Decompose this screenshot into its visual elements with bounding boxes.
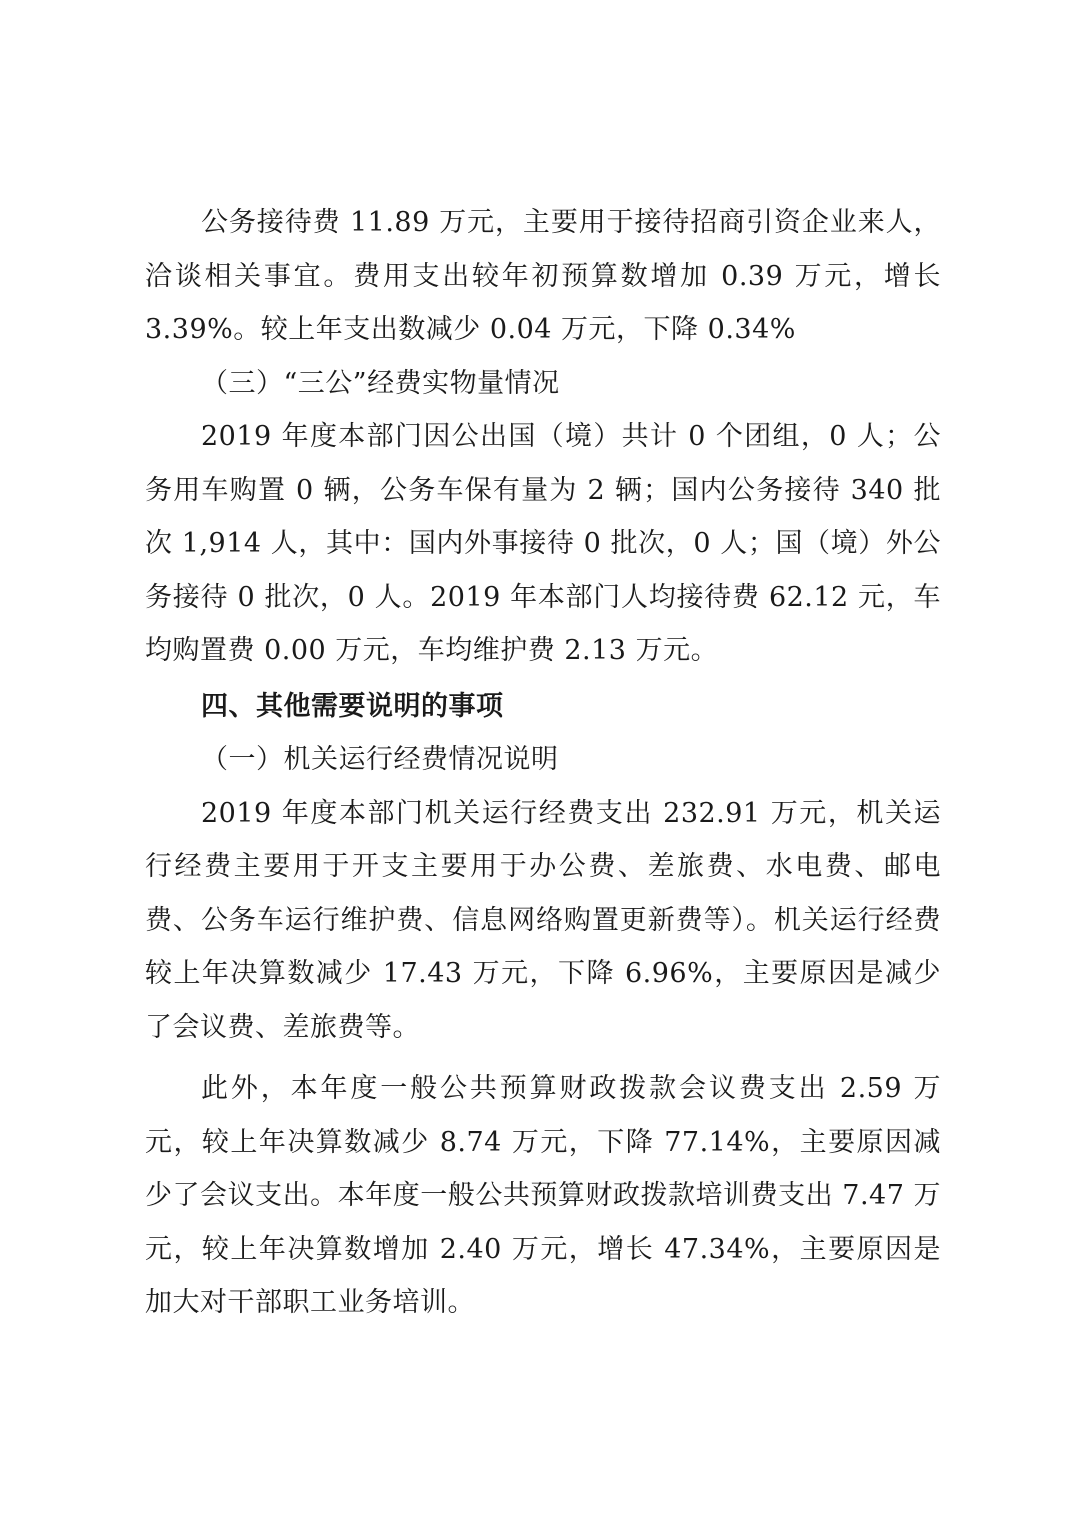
section-heading-other-matters: 四、其他需要说明的事项 xyxy=(201,690,504,722)
paragraph-meeting-training-expenses: 此外，本年度一般公共预算财政拨款会议费支出 2.59 万元，较上年决算数减少 8.74 万元，下降 77.14%，主要原因减少了会议支出。本年度一般公共预算财政拨款培训费支出 7.47 万元，较上年决算数增加 2.40 万元，增长 47.34%，主要原因是加大对干部职工业务培训。 xyxy=(145,1073,941,1318)
paragraph-operating-expenses: 2019 年度本部门机关运行经费支出 232.91 万元，机关运行经费主要用于开支主要用于办公费、差旅费、水电费、邮电费、公务车运行维护费、信息网络购置更新费等）。机关运行经费较上年决算数减少 17.43 万元，下降 6.96%，主要原因是减少了会议费、差旅费等。 xyxy=(145,797,941,1043)
document-page xyxy=(145,196,941,1330)
heading-operating-expenses: （一）机关运行经费情况说明 xyxy=(201,744,559,775)
paragraph-hospitality-expense: 公务接待费 11.89 万元，主要用于接待招商引资企业来人，洽谈相关事宜。费用支出较年初预算数增加 0.39 万元，增长 3.39%。较上年支出数减少 0.04 万元，下降 0.34% xyxy=(145,207,941,345)
heading-sangong-physical-quantity: （三）“三公”经费实物量情况 xyxy=(201,367,560,399)
spacer xyxy=(145,1054,941,1062)
paragraph-sangong-details: 2019 年度本部门因公出国（境）共计 0 个团组，0 人；公务用车购置 0 辆，公务车保有量为 2 辆；国内公务接待 340 批次 1,914 人，其中：国内外事接待 0 批次，0 人；国（境）外公务接待 0 批次，0 人。2019 年本部门人均接待费 62.12 元，车均购置费 0.00 万元，车均维护费 2.13 万元。 xyxy=(145,421,941,666)
